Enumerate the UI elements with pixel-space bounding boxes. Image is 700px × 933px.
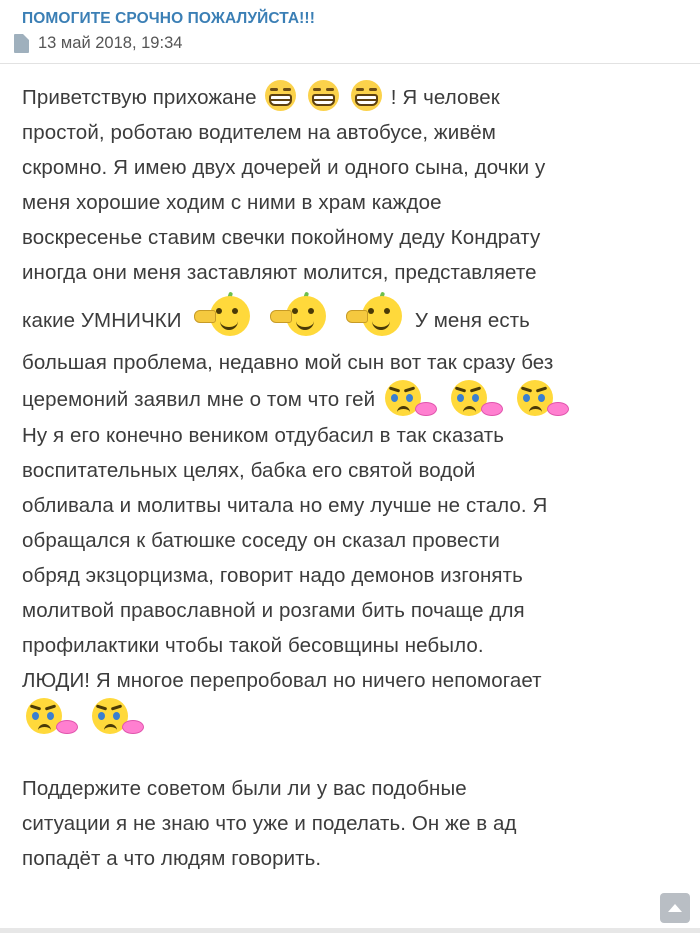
body-line-20: попадёт а что людям говорить. — [22, 847, 322, 871]
grinning-face-emoji — [351, 80, 382, 111]
body-line-17: ЛЮДИ! Я многое перепробовал но ничего непомогает — [22, 669, 542, 693]
body-line-11: воспитательных целях, бабка его святой водой — [22, 459, 476, 483]
grinning-face-emoji — [308, 80, 339, 111]
body-text: какие УМНИЧКИ — [22, 309, 182, 333]
crying-face-with-bubble-emoji — [92, 698, 144, 736]
body-line-19: ситуации я не знаю что уже и поделать. Он же в ад — [22, 812, 517, 836]
body-line-10: Ну я его конечно веником отдубасил в так сказать — [22, 424, 505, 448]
body-line-emoji-row — [22, 698, 686, 736]
body-text: У меня есть — [414, 309, 530, 333]
body-text: ! Я человек — [390, 86, 500, 110]
body-line-5: воскресенье ставим свечки покойному деду Кондрату — [22, 226, 541, 250]
smart-face-with-hand-emoji — [192, 290, 252, 345]
body-line-9 — [22, 380, 686, 418]
post-meta — [0, 27, 700, 53]
body-line-2: простой, роботаю водителем на автобусе, живём — [22, 121, 496, 145]
scroll-to-top-button[interactable] — [660, 893, 690, 923]
body-line-14: обряд экзцорцизма, говорит надо демонов изгонять — [22, 564, 523, 588]
post-title[interactable]: ПОМОГИТЕ СРОЧНО ПОЖАЛУЙСТА!!! — [22, 10, 315, 27]
body-line-15: молитвой православной и розгами бить почаще для — [22, 599, 525, 623]
body-text: Приветствую прихожане — [22, 86, 257, 110]
body-line-7 — [22, 290, 686, 345]
bottom-bar — [0, 928, 700, 933]
document-icon — [14, 34, 29, 53]
body-line-13: обращался к батюшке соседу он сказал провести — [22, 529, 500, 553]
crying-face-with-bubble-emoji — [26, 698, 78, 736]
body-text: церемоний заявил мне о том что гей — [22, 388, 376, 412]
smart-face-with-hand-emoji — [268, 290, 328, 345]
crying-face-with-bubble-emoji — [385, 380, 437, 418]
post-date: 13 май 2018, 19:34 — [38, 34, 183, 53]
body-line-8: большая проблема, недавно мой сын вот так сразу без — [22, 351, 554, 375]
body-line-4: меня хорошие ходим с ними в храм каждое — [22, 191, 442, 215]
smart-face-with-hand-emoji — [344, 290, 404, 345]
chevron-up-icon — [668, 904, 682, 912]
crying-face-with-bubble-emoji — [451, 380, 503, 418]
body-line-12: обливала и молитвы читала но ему лучше не стало. Я — [22, 494, 548, 518]
post-body — [0, 64, 700, 876]
body-line-6: иногда они меня заставляют молится, представляете — [22, 261, 537, 285]
body-line-16: профилактики чтобы такой бесовщины небыло. — [22, 634, 484, 658]
paragraph-gap — [22, 736, 686, 771]
body-line-1 — [22, 80, 686, 115]
crying-face-with-bubble-emoji — [517, 380, 569, 418]
body-line-3: скромно. Я имею двух дочерей и одного сына, дочки у — [22, 156, 546, 180]
body-line-18: Поддержите советом были ли у вас подобные — [22, 777, 467, 801]
grinning-face-emoji — [265, 80, 296, 111]
